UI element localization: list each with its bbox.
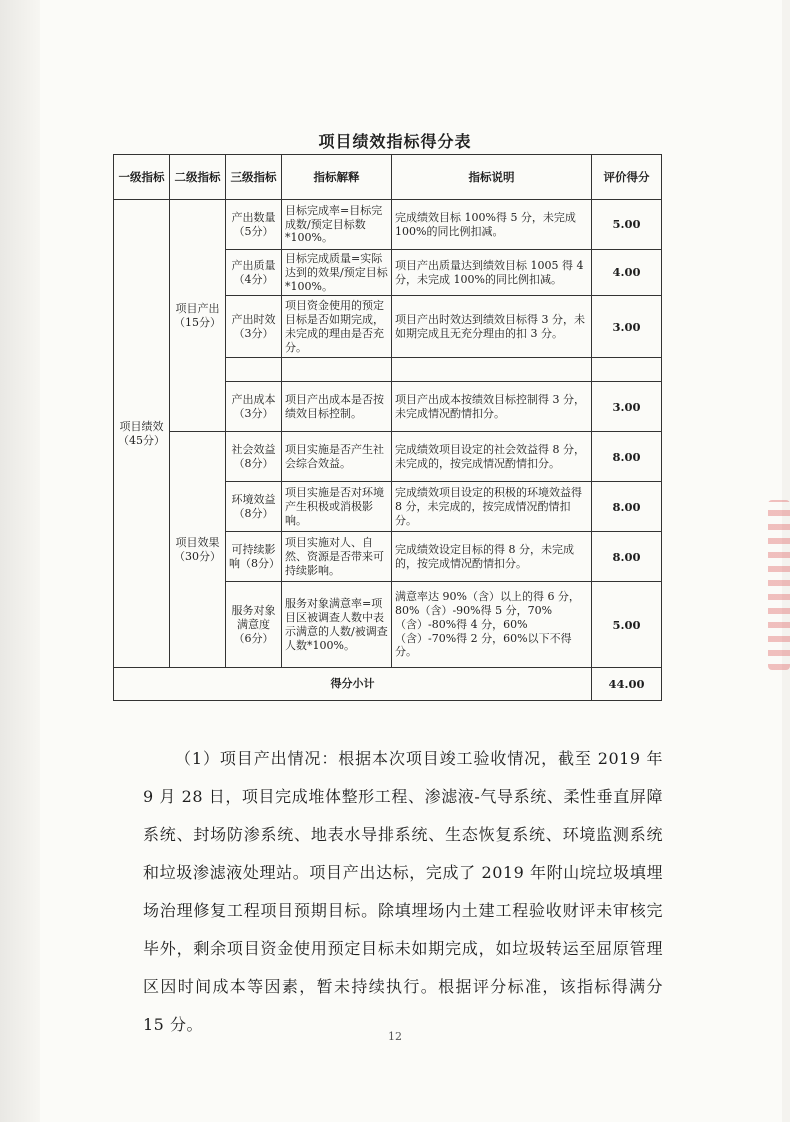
page-number: 12 [388, 1030, 402, 1043]
score-table [113, 154, 662, 701]
level3-cell: 可持续影响（8分） [226, 532, 282, 582]
explain-cell: 项目产出成本是否按绩效目标控制。 [282, 382, 392, 432]
table-header-row [114, 155, 662, 200]
level3-cell: 产出数量（5分） [226, 200, 282, 250]
empty-cell [282, 358, 392, 382]
desc-cell: 项目产出质量达到绩效目标 1005 得 4 分，未完成 100%的同比例扣减。 [392, 250, 592, 296]
header-cell: 指标解释 [282, 155, 392, 200]
level3-cell: 社会效益（8分） [226, 432, 282, 482]
explain-cell: 项目资金使用的预定目标是否如期完成，未完成的理由是否充分。 [282, 296, 392, 358]
explain-cell: 项目实施是否产生社会综合效益。 [282, 432, 392, 482]
explain-cell: 项目实施是否对环境产生积极或消极影响。 [282, 482, 392, 532]
score-cell: 8.00 [592, 482, 662, 532]
desc-cell: 满意率达 90%（含）以上的得 6 分，80%（含）-90%得 5 分，70%（含）-80%得 4 分，60%（含）-70%得 2 分，60%以下不得分。 [392, 582, 592, 668]
level3-cell: 产出时效（3分） [226, 296, 282, 358]
explain-cell: 目标完成率=目标完成数/预定目标数*100%。 [282, 200, 392, 250]
subtotal-label: 得分小计 [114, 668, 592, 701]
level3-cell: 产出质量（4分） [226, 250, 282, 296]
level3-cell: 产出成本（3分） [226, 382, 282, 432]
desc-cell: 完成绩效设定目标的得 8 分，未完成的，按完成情况酌情扣分。 [392, 532, 592, 582]
page-title: 项目绩效指标得分表 [318, 132, 472, 151]
empty-cell [226, 358, 282, 382]
desc-cell: 完成绩效目标 100%得 5 分，未完成 100%的同比例扣减。 [392, 200, 592, 250]
header-cell: 一级指标 [114, 155, 170, 200]
desc-cell: 项目产出时效达到绩效目标得 3 分，未如期完成且无充分理由的扣 3 分。 [392, 296, 592, 358]
subtotal-row [114, 668, 662, 701]
explain-cell: 服务对象满意率=项目区被调查人数中表示满意的人数/被调查人数*100%。 [282, 582, 392, 668]
table-row [114, 432, 662, 482]
score-cell: 3.00 [592, 382, 662, 432]
explain-cell: 目标完成质量=实际达到的效果/预定目标*100%。 [282, 250, 392, 296]
empty-cell [392, 358, 592, 382]
score-cell: 8.00 [592, 432, 662, 482]
table-row [114, 200, 662, 250]
desc-cell: 项目产出成本按绩效目标控制得 3 分，未完成情况酌情扣分。 [392, 382, 592, 432]
body-paragraph-block [143, 740, 663, 1044]
level2-cell-effect: 项目效果（30分） [170, 432, 226, 668]
score-cell: 4.00 [592, 250, 662, 296]
red-stamp-mark [768, 500, 790, 670]
score-cell: 5.00 [592, 582, 662, 668]
level3-cell: 环境效益（8分） [226, 482, 282, 532]
score-cell: 8.00 [592, 532, 662, 582]
level3-cell: 服务对象满意度（6分） [226, 582, 282, 668]
body-paragraph: （1）项目产出情况：根据本次项目竣工验收情况，截至 2019 年 9 月 28 日，项目完成堆体整形工程、渗滤液-气导系统、柔性垂直屏障系统、封场防渗系统、地表水导排系统、生态恢复系统、环境监测系统和垃圾渗滤液处理站。项目产出达标，完成了 2019 年附山垸垃圾填埋场治理修复工程项目预期目标。除填埋场内土建工程验收财评未审核完毕外，剩余项目资金使用预定目标未如期完成，如垃圾转运至屈原管理区因时间成本等因素，暂未持续执行。根据评分标准，该指标得满分 15 分。 [143, 749, 663, 1034]
empty-cell [592, 358, 662, 382]
desc-cell: 完成绩效项目设定的积极的环境效益得 8 分，未完成的，按完成情况酌情扣分。 [392, 482, 592, 532]
score-cell: 5.00 [592, 200, 662, 250]
level1-cell: 项目绩效（45分） [114, 200, 170, 668]
scan-edge [0, 0, 40, 1122]
header-cell: 评价得分 [592, 155, 662, 200]
level2-cell-output: 项目产出（15分） [170, 200, 226, 432]
desc-cell: 完成绩效项目设定的社会效益得 8 分，未完成的，按完成情况酌情扣分。 [392, 432, 592, 482]
subtotal-score: 44.00 [592, 668, 662, 701]
explain-cell: 项目实施对人、自然、资源是否带来可持续影响。 [282, 532, 392, 582]
header-cell: 指标说明 [392, 155, 592, 200]
score-cell: 3.00 [592, 296, 662, 358]
header-cell: 三级指标 [226, 155, 282, 200]
header-cell: 二级指标 [170, 155, 226, 200]
